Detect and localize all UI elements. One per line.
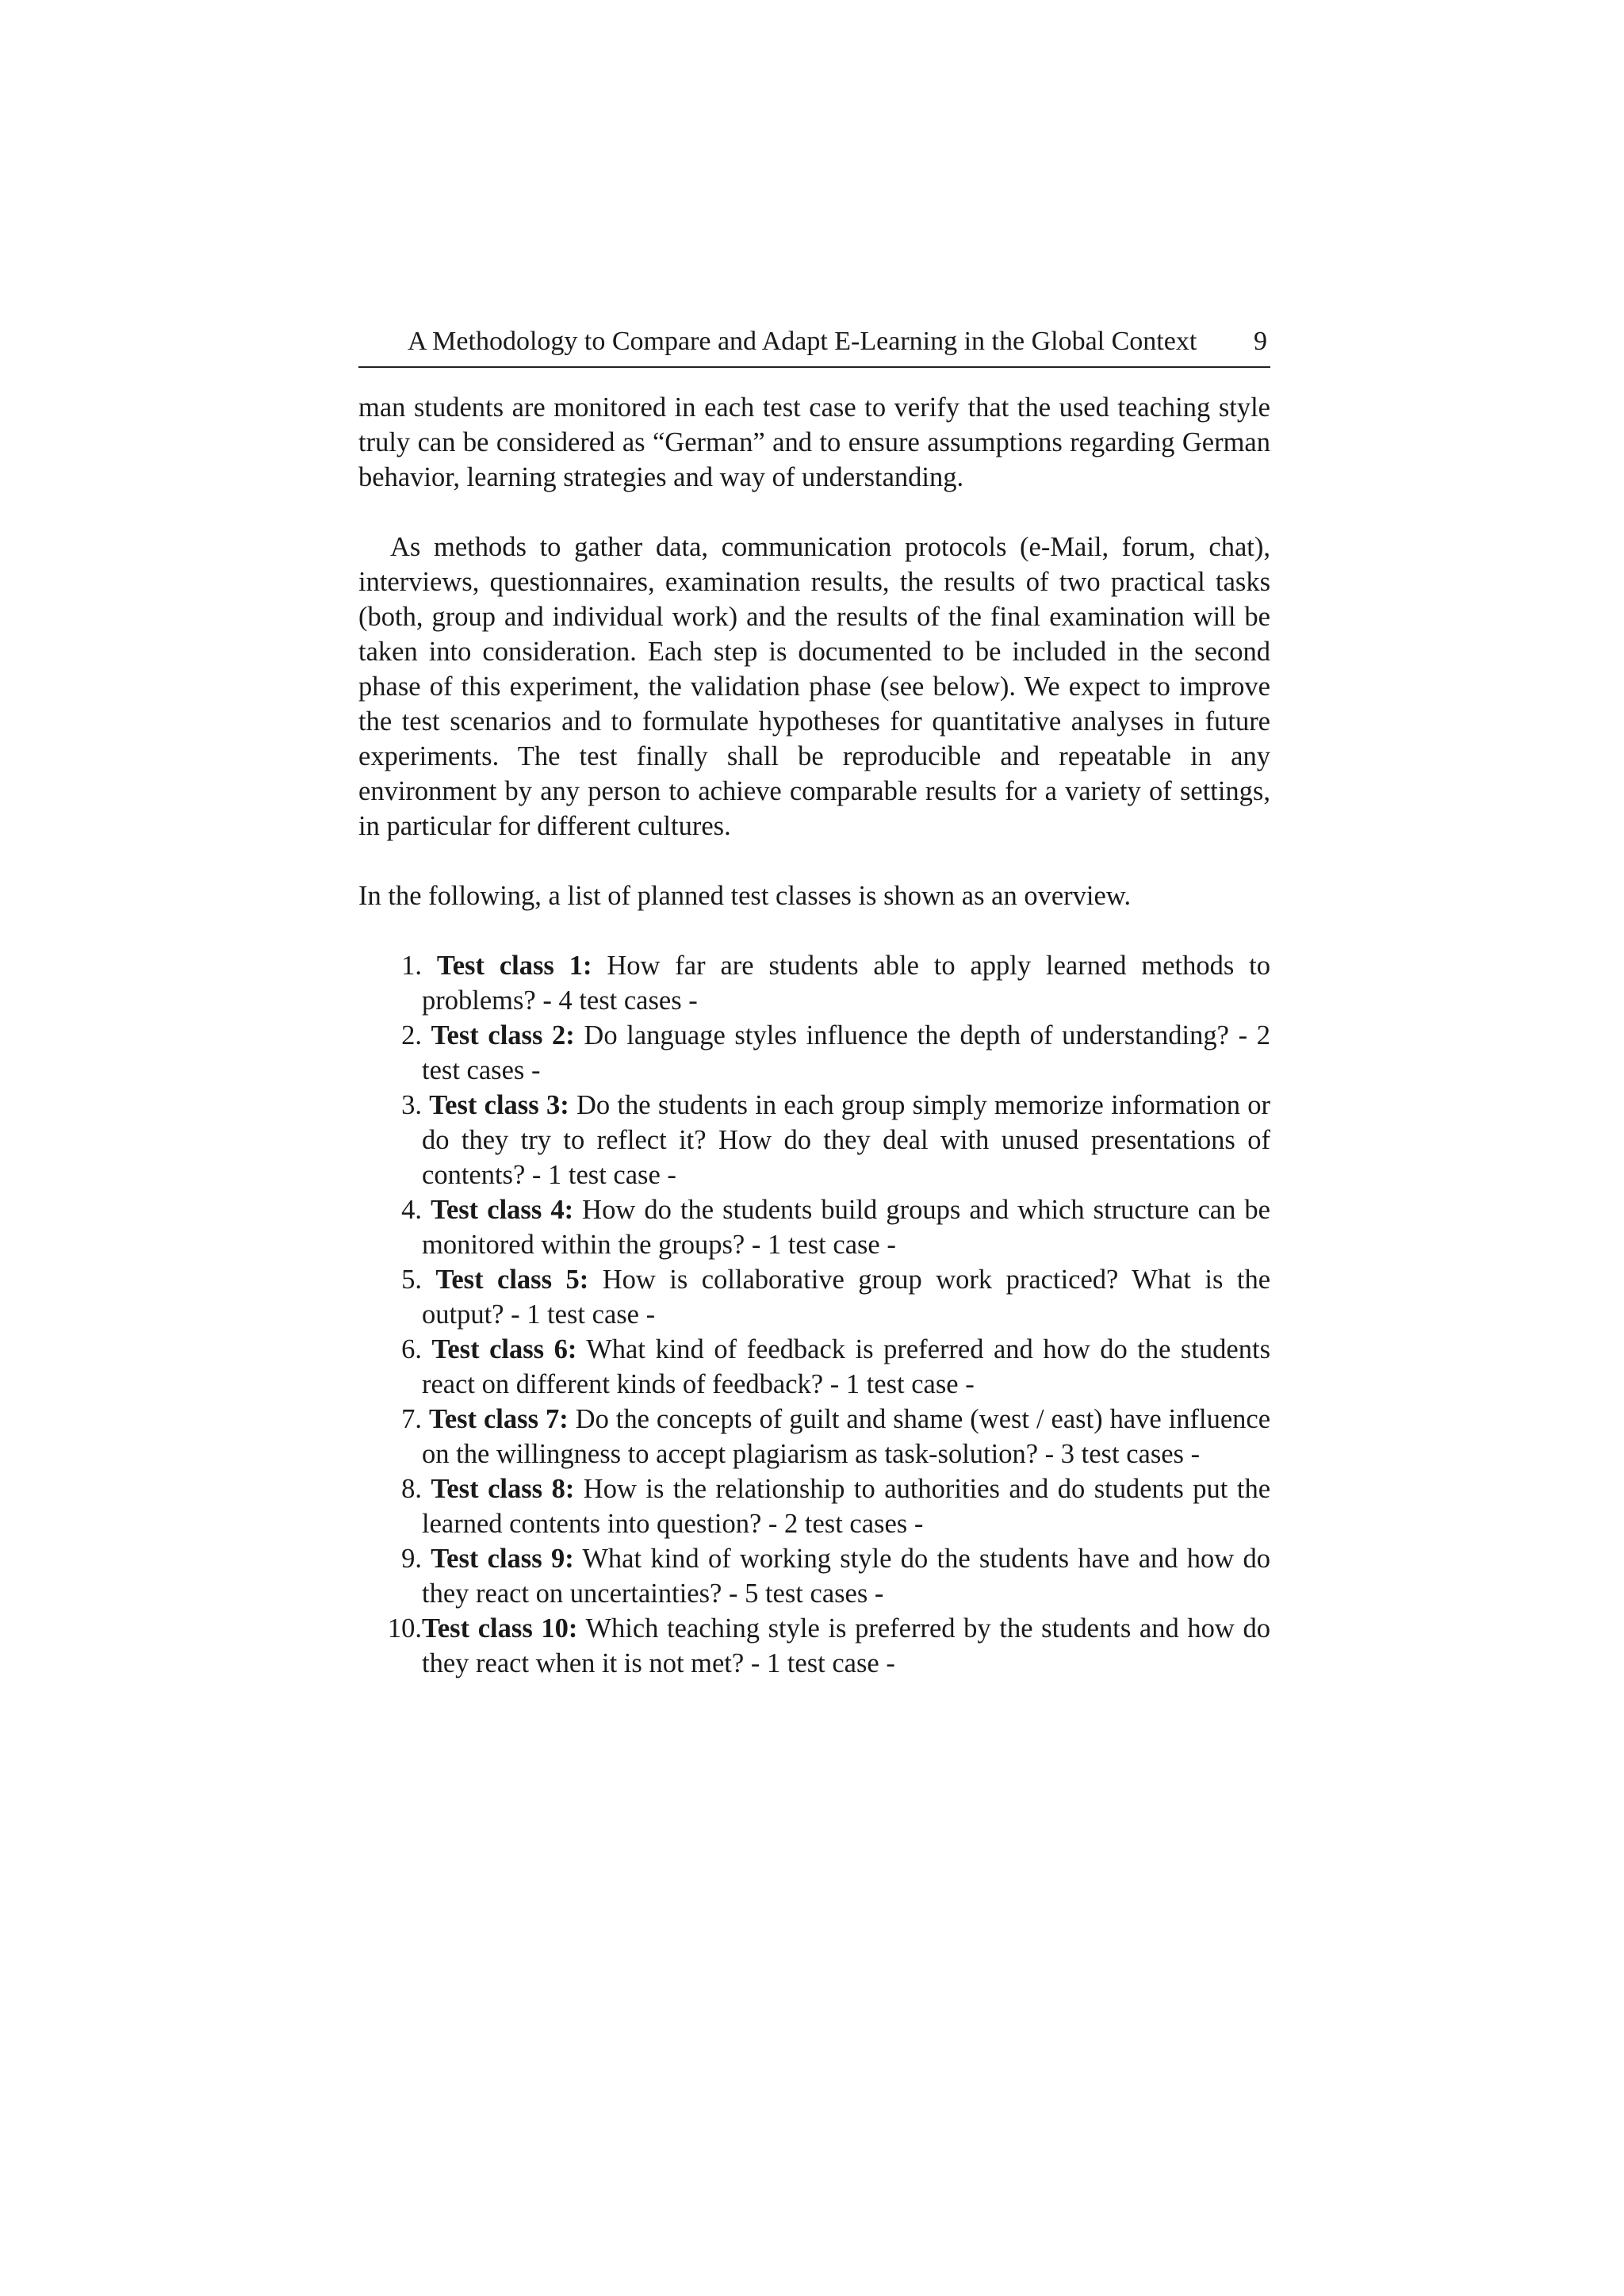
list-item [358, 1611, 1270, 1681]
list-item-text [422, 1402, 1270, 1471]
test-class-label: Test class 7: [428, 1404, 569, 1434]
test-class-description: Do the concepts of guilt and shame (west / east) have influence on the willingness to accept plagiarism as task-solution? - 3 test cases - [422, 1404, 1271, 1469]
list-item [358, 1332, 1270, 1402]
list-item-text [422, 1332, 1270, 1402]
test-class-label: Test class 1: [436, 951, 592, 981]
test-class-description: Do language styles influence the depth of understanding? - 2 test cases - [422, 1020, 1270, 1085]
list-item [358, 1018, 1270, 1088]
list-item [358, 1541, 1270, 1611]
test-class-label: Test class 8: [431, 1474, 575, 1504]
test-class-description: How far are students able to apply learned methods to problems? - 4 test cases - [422, 951, 1271, 1016]
list-item [358, 1262, 1270, 1332]
paragraph-continuation: man students are monitored in each test case to verify that the used teaching style truly can be considered as “German” and to ensure assumptions regarding German behavior, learning strategies and way of understanding. [358, 392, 1270, 492]
test-class-label: Test class 6: [431, 1334, 577, 1364]
list-number: 3. [401, 1090, 422, 1120]
test-class-label: Test class 2: [431, 1020, 575, 1050]
list-number: 7. [401, 1404, 422, 1434]
list-item-text [422, 1018, 1270, 1088]
test-class-description: Do the students in each group simply memorize information or do they try to reflect it? How do they deal with unused presentations of contents? - 1 test case - [422, 1090, 1271, 1190]
list-number: 1. [401, 951, 422, 981]
running-head [358, 323, 1270, 368]
test-class-label: Test class 10: [422, 1613, 578, 1644]
list-item [358, 1471, 1270, 1541]
test-class-label: Test class 9: [431, 1544, 574, 1574]
running-title: A Methodology to Compare and Adapt E-Learning in the Global Context [408, 327, 1197, 356]
list-number: 6. [401, 1334, 422, 1364]
test-class-description: Which teaching style is preferred by the students and how do they react when it is not met? - 1 test case - [422, 1613, 1270, 1678]
list-number: 5. [401, 1265, 422, 1295]
test-class-description: How is collaborative group work practiced? What is the output? - 1 test case - [422, 1265, 1271, 1330]
test-class-description: What kind of working style do the students have and how do they react on uncertainties? - 5 test cases - [422, 1544, 1271, 1609]
list-number: 10. [387, 1613, 422, 1644]
list-item-text [422, 1611, 1270, 1681]
list-number: 8. [401, 1474, 422, 1504]
test-class-description: What kind of feedback is preferred and how do the students react on different kinds of feedback? - 1 test case - [422, 1334, 1270, 1399]
test-class-description: How is the relationship to authorities and do students put the learned contents into question? - 2 test cases - [422, 1474, 1271, 1539]
book-page [358, 323, 1270, 1681]
list-item-text [422, 1088, 1270, 1192]
list-item-text [422, 1192, 1270, 1262]
list-number: 9. [401, 1544, 422, 1574]
list-item-text [422, 1541, 1270, 1611]
list-item-text [422, 948, 1270, 1018]
paragraph-list-intro: In the following, a list of planned test classes is shown as an overview. [358, 881, 1132, 911]
test-class-description: How do the students build groups and which structure can be monitored within the groups? - 1 test case - [422, 1195, 1270, 1260]
list-number: 4. [401, 1195, 422, 1225]
test-class-label: Test class 5: [435, 1265, 589, 1295]
list-item [358, 1192, 1270, 1262]
list-item-text [422, 1262, 1270, 1332]
list-number: 2. [401, 1020, 422, 1050]
list-item [358, 1402, 1270, 1471]
test-class-list [358, 948, 1270, 1681]
paragraph-methods: As methods to gather data, communication protocols (e-Mail, forum, chat), interviews, questionnaires, examination results, the results of two practical tasks (both, group and individual work) and the results of the final examination will be taken into consideration. Each step is documented to be included in the second phase of this experiment, the validation phase (see below). We expect to improve the test scenarios and to formulate hypotheses for quantitative analyses in future experiments. The test finally shall be reproducible and repeatable in any environment by any person to achieve comparable results for a variety of settings, in particular for different cultures. [358, 532, 1270, 841]
test-class-label: Test class 4: [431, 1195, 574, 1225]
list-item [358, 1088, 1270, 1192]
test-class-label: Test class 3: [429, 1090, 569, 1120]
list-item-text [422, 1471, 1270, 1541]
list-item [358, 948, 1270, 1018]
page-number: 9 [1254, 327, 1267, 356]
